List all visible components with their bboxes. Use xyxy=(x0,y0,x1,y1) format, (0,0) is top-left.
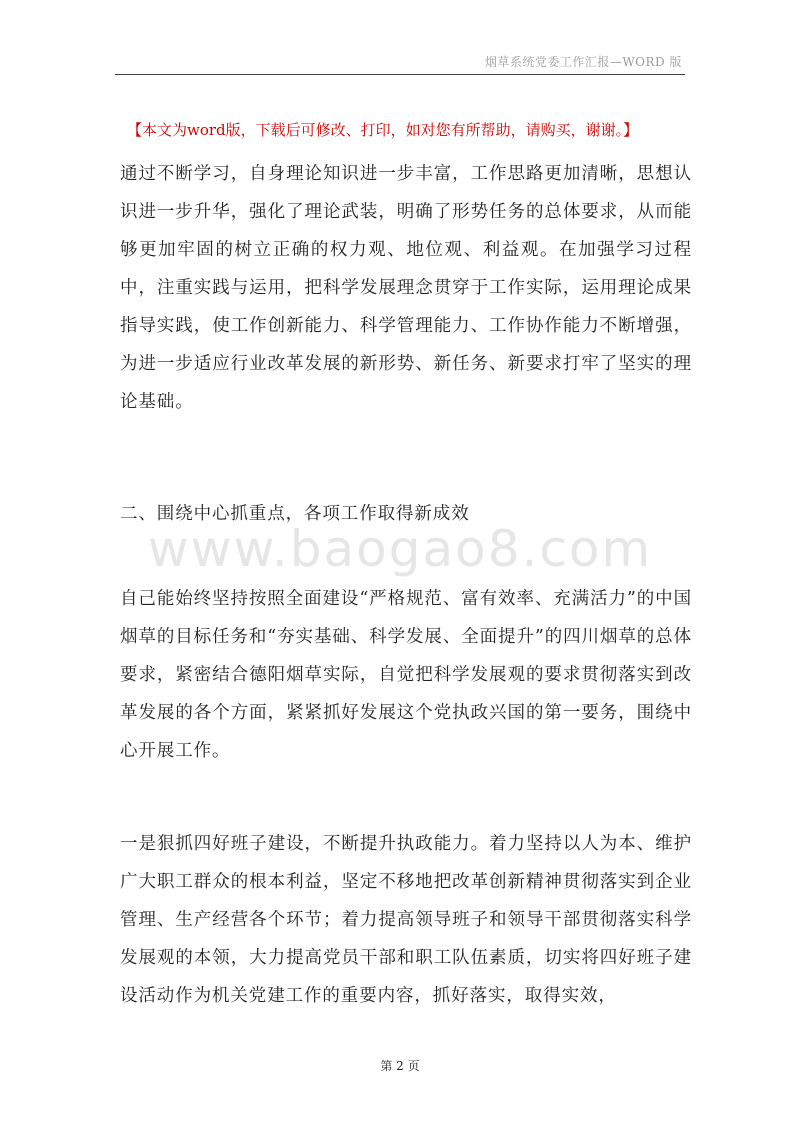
watermark-text: www.baogao8.com xyxy=(147,520,653,578)
section-heading-2: 二、围绕中心抓重点，各项工作取得新成效 xyxy=(120,504,470,524)
header-divider xyxy=(115,74,685,75)
body-paragraph-3: 自己能始终坚持按照全面建设“严格规范、富有效率、充满活力”的中国烟草的目标任务和“夯实基础、科学发展、全面提升”的四川烟草的总体要求，紧密结合德阳烟草实际，自觉把科学发展观的要求贯彻落实到改革发展的各个方面，紧紧抓好发展这个党执政兴国的第一要务，围绕中心开展工作。 xyxy=(120,589,692,761)
page-number: 第 2 页 xyxy=(380,1059,420,1073)
body-paragraph-4: 一是狠抓四好班子建设，不断提升执政能力。着力坚持以人为本、维护广大职工群众的根本利益，坚定不移地把改革创新精神贯彻落实到企业管理、生产经营各个环节；着力提高领导班子和领导干部贯彻落实科学发展观的本领，大力提高党员干部和职工队伍素质，切实将四好班子建设活动作为机关党建工作的重要内容，抓好落实，取得实效， xyxy=(120,834,692,1006)
purchase-notice: 【本文为word版，下载后可修改、打印，如对您有所帮助，请购买，谢谢。】 xyxy=(127,121,639,139)
running-header: 烟草系统党委工作汇报—WORD 版 xyxy=(484,55,682,69)
body-paragraph-1: 通过不断学习，自身理论知识进一步丰富，工作思路更加清晰，思想认识进一步升华，强化了理论武装，明确了形势任务的总体要求，从而能够更加牢固的树立正确的权力观、地位观、利益观。在加强学习过程中，注重实践与运用，把科学发展理念贯穿于工作实际，运用理论成果指导实践，使工作创新能力、科学管理能力、工作协作能力不断增强，为进一步适应行业改革发展的新形势、新任务、新要求打牢了坚实的理论基础。 xyxy=(120,164,692,412)
